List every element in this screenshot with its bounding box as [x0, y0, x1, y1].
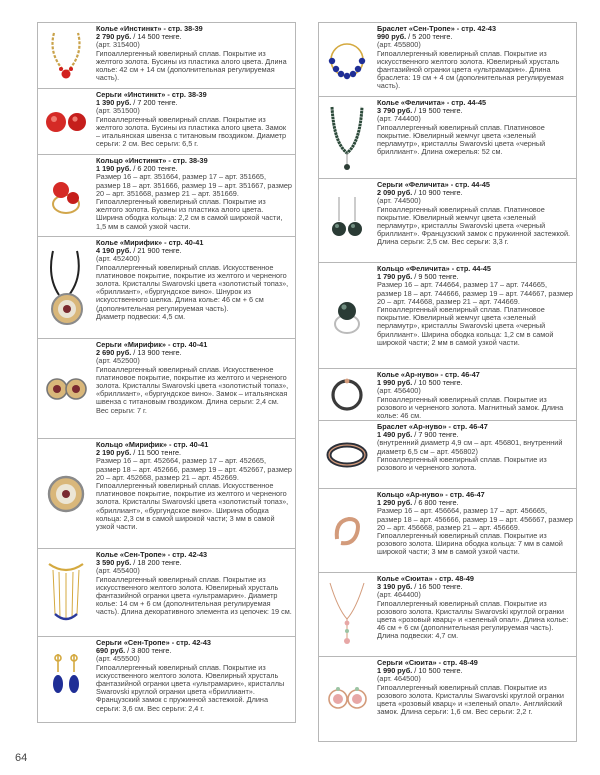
price-rub: 1 490 руб.	[377, 430, 413, 440]
price-rub: 3 590 руб.	[96, 558, 132, 568]
price-tenge: / 11 500 тенге.	[131, 448, 182, 458]
product-image	[38, 237, 93, 338]
product-image	[319, 421, 374, 488]
product-title: Колье «Феличита» - стр. 44-45	[377, 98, 487, 107]
product-entry-saint-tropez-necklace	[37, 548, 296, 636]
product-entry-instinct-ring	[37, 154, 296, 236]
page-number: 64	[15, 752, 28, 764]
product-description: (арт. 464400) Гипоаллергенный ювелирный сплав. Покрытие из розового золота. Кристаллы Swarovski круглой огранки цвета «розовый кварц» и «зеленый опал». Длина колье: 46 см + 6 см (дополнительная регулируемая часть). Длина подвески: 4,7 см.	[377, 590, 569, 641]
product-title: Кольцо «Мирифик» - стр. 40-41	[96, 440, 209, 449]
price-tenge: / 7 200 тенге.	[131, 98, 178, 108]
price-tenge: / 5 200 тенге.	[406, 32, 453, 42]
product-description: (арт. 455800) Гипоаллергенный ювелирный сплав. Покрытие из искусственного желтого золота. Ювелирный хрусталь фантазийной огранки цвета «ультрамарин». Длина браслета: 19 см + 4 см (дополнительная регулируемая часть).	[377, 40, 564, 91]
product-entry-instinct-earrings	[37, 88, 296, 154]
product-description: Размер 16 – арт. 351664, размер 17 – арт. 351665, размер 18 – арт. 351666, размер 19 – арт. 351667, размер 20 – арт. 351668, размер 21 – арт. 351669. Гипоаллергенный ювелирный сплав. Покрытие из желтого золота. Бусины из пластика алого цвета. Ширина ободка кольца: 2,2 см в самой широкой части, 1,5 мм в самой узкой части.	[96, 172, 292, 231]
product-image	[319, 263, 374, 368]
product-title: Кольцо «Феличита» - стр. 44-45	[377, 264, 491, 273]
price-tenge: / 10 500 тенге.	[412, 378, 463, 388]
price-rub: 2 790 руб.	[96, 32, 132, 42]
product-title: Колье «Ар-нуво» - стр. 46-47	[377, 370, 480, 379]
price-rub: 1 990 руб.	[377, 666, 413, 676]
product-description: (арт. 744500) Гипоаллергенный ювелирный сплав. Платиновое покрытие. Ювелирный жемчуг цвета «зеленый перламутр», кристаллы Swarovski цвета «черный бриллиант». Французский замок с пружинной застежкой. Длина серьги: 2,5 см. Вес серьги: 3,3 г.	[377, 196, 571, 247]
product-image	[38, 637, 93, 722]
product-title: Кольцо «Инстинкт» - стр. 38-39	[96, 156, 208, 165]
price-rub: 1 390 руб.	[96, 98, 132, 108]
product-image	[38, 155, 93, 236]
product-entry-saint-tropez-bracelet	[318, 22, 577, 96]
product-image	[319, 369, 374, 420]
price-tenge: / 14 500 тенге.	[131, 32, 182, 42]
product-description: (арт. 464500) Гипоаллергенный ювелирный сплав. Покрытие из розового золота. Кристаллы Swarovski круглой огранки цвета «розовый кварц» и «зеленый опал». Английский замок. Длина серьги: 1,6 см. Вес серьги: 2,2 г.	[377, 674, 564, 717]
price-rub: 2 190 руб.	[96, 448, 132, 458]
product-image	[38, 549, 93, 636]
price-rub: 990 руб.	[377, 32, 407, 42]
product-description: (арт. 452400) Гипоаллергенный ювелирный сплав. Искусственное платиновое покрытие, покрытие из желтого и черненого золота. Кристаллы Swarovski цвета «золотистый топаз», «бриллиант», «бургундское вино». Шнурок из искусственного шелка. Длина колье: 46 см + 6 см (дополнительная регулируемая часть). Диаметр подвески: 4,5 см.	[96, 254, 289, 321]
product-image	[38, 439, 93, 548]
product-entry-felicita-earrings	[318, 178, 577, 262]
product-description: Размер 16 – арт. 744664, размер 17 – арт. 744665, размер 18 – арт. 744666, размер 19 – арт. 744667, размер 20 – арт. 744668, размер 21 – арт. 744669. Гипоаллергенный ювелирный сплав. Платиновое покрытие. Ювелирный жемчуг цвета «зеленый перламутр», кристаллы Swarovski цвета «черный бриллиант». Ширина ободка кольца: 1,2 см в самой широкой части; 2 мм в самой узкой части.	[377, 280, 573, 347]
product-entry-felicita-ring	[318, 262, 577, 368]
price-tenge: / 6 800 тенге.	[412, 498, 459, 508]
price-tenge: / 10 900 тенге.	[412, 188, 463, 198]
product-description: Размер 16 – арт. 452664, размер 17 – арт. 452665, размер 18 – арт. 452666, размер 19 – арт. 452667, размер 20 – арт. 452668, размер 21 – арт. 452669. Гипоаллергенный ювелирный сплав. Искусственное платиновое покрытие, покрытие из желтого и черненого золота. Кристаллы Swarovski цвета «золотистый топаз», «бриллиант», «бургундское вино». Ширина ободка кольца: 2,3 см в самой широкой части; 3 мм в самой узкой части.	[96, 456, 292, 532]
left-column	[37, 22, 296, 723]
price-rub: 3 790 руб.	[377, 106, 413, 116]
product-entry-felicita-necklace	[318, 96, 577, 178]
product-title: Колье «Сюита» - стр. 48-49	[377, 574, 474, 583]
price-rub: 2 690 руб.	[96, 348, 132, 358]
product-title: Серьги «Сюита» - стр. 48-49	[377, 658, 478, 667]
product-image	[38, 89, 93, 154]
product-title: Колье «Сен-Тропе» - стр. 42-43	[96, 550, 208, 559]
product-description: (арт. 456400) Гипоаллергенный ювелирный сплав. Покрытие из розового и черненого золота. Магнитный замок. Длина колье: 46 см.	[377, 386, 564, 420]
price-rub: 1 790 руб.	[377, 272, 413, 282]
product-title: Серьги «Сен-Тропе» - стр. 42-43	[96, 638, 211, 647]
price-tenge: / 3 800 тенге.	[125, 646, 172, 656]
product-image	[319, 97, 374, 178]
product-title: Серьги «Мирифик» - стр. 40-41	[96, 340, 208, 349]
price-rub: 2 090 руб.	[377, 188, 413, 198]
product-image	[319, 23, 374, 96]
price-rub: 4 190 руб.	[96, 246, 132, 256]
product-entry-saint-tropez-earrings	[37, 636, 296, 723]
price-tenge: / 18 200 тенге.	[131, 558, 182, 568]
product-title: Колье «Инстинкт» - стр. 38-39	[96, 24, 203, 33]
price-tenge: / 9 500 тенге.	[412, 272, 459, 282]
product-description: Размер 16 – арт. 456664, размер 17 – арт. 456665, размер 18 – арт. 456666, размер 19 – арт. 456667, размер 20 – арт. 456668, размер 21 – арт. 456669. Гипоаллергенный ювелирный сплав. Покрытие из розового золота. Ширина ободка кольца: 7 мм в самой широкой части; 3 мм в самой узкой части.	[377, 506, 573, 557]
product-text	[93, 23, 295, 88]
product-title: Колье «Мирифик» - стр. 40-41	[96, 238, 204, 247]
price-rub: 1 190 руб.	[96, 164, 132, 174]
price-rub: 3 190 руб.	[377, 582, 413, 592]
price-tenge: / 19 500 тенге.	[412, 106, 463, 116]
product-entry-suite-necklace	[318, 572, 577, 656]
price-tenge: / 13 900 тенге.	[131, 348, 182, 358]
product-title: Серьги «Феличита» - стр. 44-45	[377, 180, 490, 189]
product-entry-instinct-necklace	[37, 22, 296, 88]
product-image	[319, 179, 374, 262]
product-description: (арт. 351500) Гипоаллергенный ювелирный сплав. Покрытие из желтого золота. Бусины из пластика алого цвета. Замок – итальянская швенза с титановым гвоздиком. Диаметр серьги: 2 см. Вес серьги: 6,5 г.	[96, 106, 287, 149]
product-image	[38, 23, 93, 88]
product-description: (арт. 452500) Гипоаллергенный ювелирный сплав. Искусственное платиновое покрытие, покрытие из желтого и черненого золота. Кристаллы Swarovski цвета «золотистый топаз», «бриллиант», «бургундское вино». Замок – итальянская швенза с титановым гвоздиком. Длина серьги: 2,4 см. Вес серьги: 7 г.	[96, 356, 289, 415]
product-title: Браслет «Ар-нуво» - стр. 46-47	[377, 422, 488, 431]
product-entry-art-nouveau-ring	[318, 488, 577, 572]
product-entry-suite-earrings	[318, 656, 577, 742]
product-entry-mirific-necklace	[37, 236, 296, 338]
price-rub: 1 990 руб.	[377, 378, 413, 388]
product-description: (внутренний диаметр 4,9 см – арт. 456801, внутренний диаметр 6,5 см – арт. 456802) Гипоаллергенный ювелирный сплав. Покрытие из розового и черненого золота.	[377, 438, 563, 473]
product-entry-mirific-ring	[37, 438, 296, 548]
right-column	[318, 22, 577, 742]
price-tenge: / 21 900 тенге.	[131, 246, 182, 256]
price-rub: 690 руб.	[96, 646, 126, 656]
price-tenge: / 7 900 тенге.	[412, 430, 459, 440]
product-description: (арт. 455500) Гипоаллергенный ювелирный сплав. Покрытие из искусственного желтого золота. Ювелирный хрусталь фантазийной огранки цвета «ультрамарин», кристаллы Swarovski круглой огранки цвета «бриллиант». Французский замок с пружинной застежкой. Длина серьги: 3,6 см. Вес серьги: 2,4 г.	[96, 654, 285, 713]
product-entry-art-nouveau-bracelet	[318, 420, 577, 488]
price-rub: 1 290 руб.	[377, 498, 413, 508]
product-image	[38, 339, 93, 438]
product-title: Серьги «Инстинкт» - стр. 38-39	[96, 90, 207, 99]
product-description: (арт. 455400) Гипоаллергенный ювелирный сплав. Покрытие из искусственного желтого золота. Ювелирный хрусталь фантазийной огранки цвета «ультрамарин». Диаметр колье: 14 см + 6 см (дополнительная регулируемая часть). Длина декоративного элемента из цепочек: 19 см.	[96, 566, 292, 617]
product-image	[319, 489, 374, 572]
product-description: (арт. 315400) Гипоаллергенный ювелирный сплав. Покрытие из желтого золота. Бусины из пластика алого цвета. Длина колье: 42 см + 14 см (дополнительная регулируемая часть).	[96, 40, 287, 83]
price-tenge: / 16 500 тенге.	[412, 582, 463, 592]
product-image	[319, 573, 374, 656]
product-description: (арт. 744400) Гипоаллергенный ювелирный сплав. Платиновое покрытие. Ювелирный жемчуг цвета «зеленый перламутр», кристаллы Swarovski цвета «черный бриллиант». Длина ожерелья: 52 см.	[377, 114, 546, 157]
product-image	[319, 657, 374, 741]
product-title: Кольцо «Ар-нуво» - стр. 46-47	[377, 490, 485, 499]
price-tenge: / 6 200 тенге.	[131, 164, 178, 174]
product-title: Браслет «Сен-Тропе» - стр. 42-43	[377, 24, 497, 33]
product-entry-art-nouveau-necklace	[318, 368, 577, 420]
price-tenge: / 10 500 тенге.	[412, 666, 463, 676]
product-entry-mirific-earrings	[37, 338, 296, 438]
